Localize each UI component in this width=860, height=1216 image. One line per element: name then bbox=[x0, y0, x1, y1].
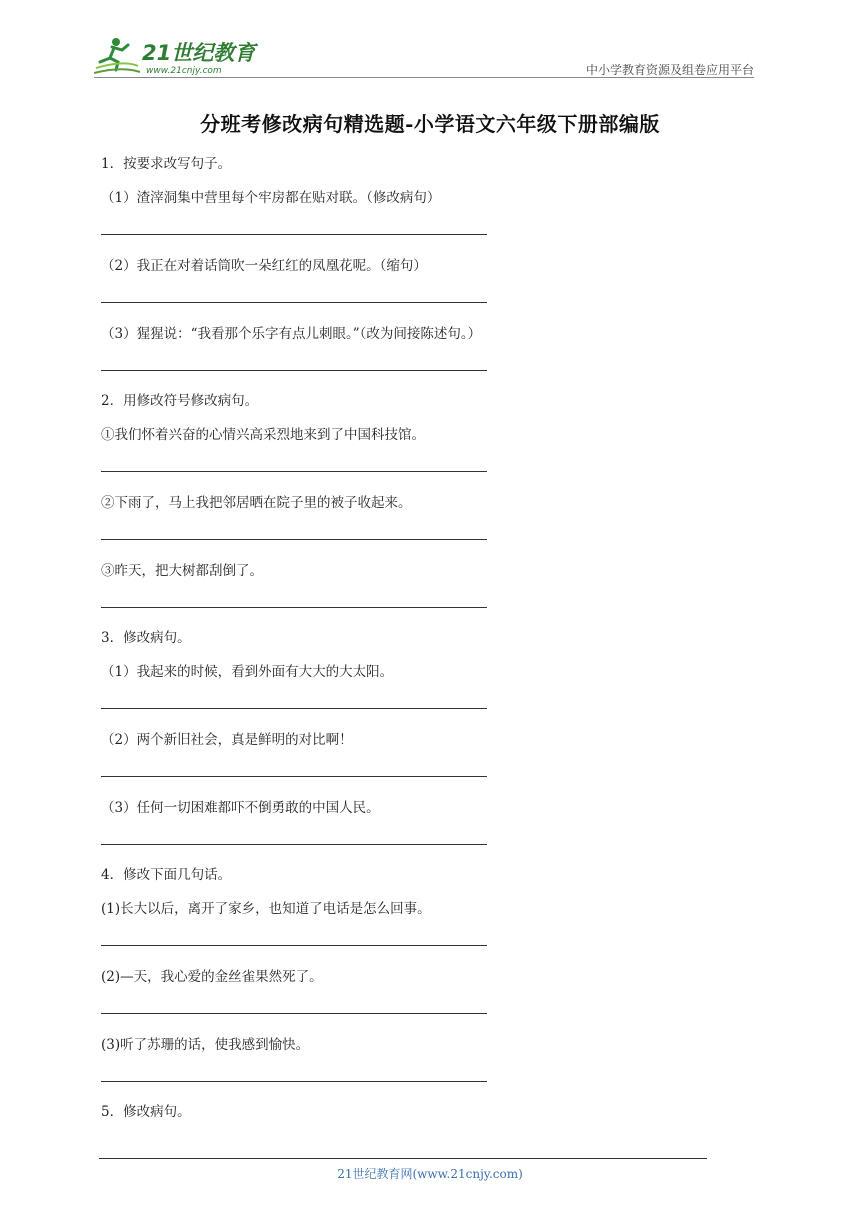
runner-logo-icon bbox=[94, 36, 264, 78]
question-1-item-2: （2）我正在对着话筒吹一朵红红的凤凰花呢。（缩句） bbox=[101, 258, 427, 274]
question-2-item-2: ②下雨了，马上我把邻居晒在院子里的被子收起来。 bbox=[101, 495, 412, 511]
answer-line[interactable] bbox=[101, 370, 487, 371]
answer-line[interactable] bbox=[101, 234, 487, 235]
answer-line[interactable] bbox=[101, 1013, 487, 1014]
question-1-item-3: （3）猩猩说：“我看那个乐字有点儿刺眼。”（改为间接陈述句。） bbox=[101, 326, 482, 342]
header-divider bbox=[94, 77, 754, 78]
document-title: 分班考修改病句精选题-小学语文六年级下册部编版 bbox=[200, 112, 660, 136]
question-2-item-3: ③昨天，把大树都刮倒了。 bbox=[101, 563, 263, 579]
question-5-heading: 5．修改病句。 bbox=[101, 1104, 191, 1120]
question-3-item-1: （1）我起来的时候，看到外面有大大的大太阳。 bbox=[101, 664, 394, 680]
answer-line[interactable] bbox=[101, 539, 487, 540]
site-logo bbox=[94, 36, 264, 78]
answer-line[interactable] bbox=[101, 607, 487, 608]
question-4-heading: 4．修改下面几句话。 bbox=[101, 867, 232, 883]
question-2-item-1: ①我们怀着兴奋的心情兴高采烈地来到了中国科技馆。 bbox=[101, 427, 425, 443]
answer-line[interactable] bbox=[101, 945, 487, 946]
answer-line[interactable] bbox=[101, 471, 487, 472]
answer-line[interactable] bbox=[101, 302, 487, 303]
platform-name: 中小学教育资源及组卷应用平台 bbox=[585, 63, 754, 77]
question-4-item-3: (3)听了苏珊的话，使我感到愉快。 bbox=[101, 1037, 310, 1053]
page-header bbox=[0, 0, 860, 80]
footer-divider bbox=[99, 1158, 707, 1159]
question-2-heading: 2．用修改符号修改病句。 bbox=[101, 393, 259, 409]
footer-site-link[interactable]: 21世纪教育网(www.21cnjy.com) bbox=[337, 1167, 523, 1181]
question-4-item-1: (1)长大以后，离开了家乡，也知道了电话是怎么回事。 bbox=[101, 901, 431, 917]
question-3-item-2: （2）两个新旧社会，真是鲜明的对比啊！ bbox=[101, 732, 353, 748]
question-1-item-1: （1）渣滓洞集中营里每个牢房都在贴对联。（修改病句） bbox=[101, 190, 441, 206]
question-4-item-2: (2)—天，我心爱的金丝雀果然死了。 bbox=[101, 969, 323, 985]
answer-line[interactable] bbox=[101, 776, 487, 777]
answer-line[interactable] bbox=[101, 1081, 487, 1082]
svg-text:www.21cnjy.com: www.21cnjy.com bbox=[146, 66, 222, 76]
question-3-item-3: （3）任何一切困难都吓不倒勇敢的中国人民。 bbox=[101, 800, 380, 816]
question-1-heading: 1．按要求改写句子。 bbox=[101, 156, 232, 172]
answer-line[interactable] bbox=[101, 708, 487, 709]
question-3-heading: 3．修改病句。 bbox=[101, 630, 191, 646]
svg-text:21世纪教育: 21世纪教育 bbox=[142, 41, 256, 65]
answer-line[interactable] bbox=[101, 844, 487, 845]
